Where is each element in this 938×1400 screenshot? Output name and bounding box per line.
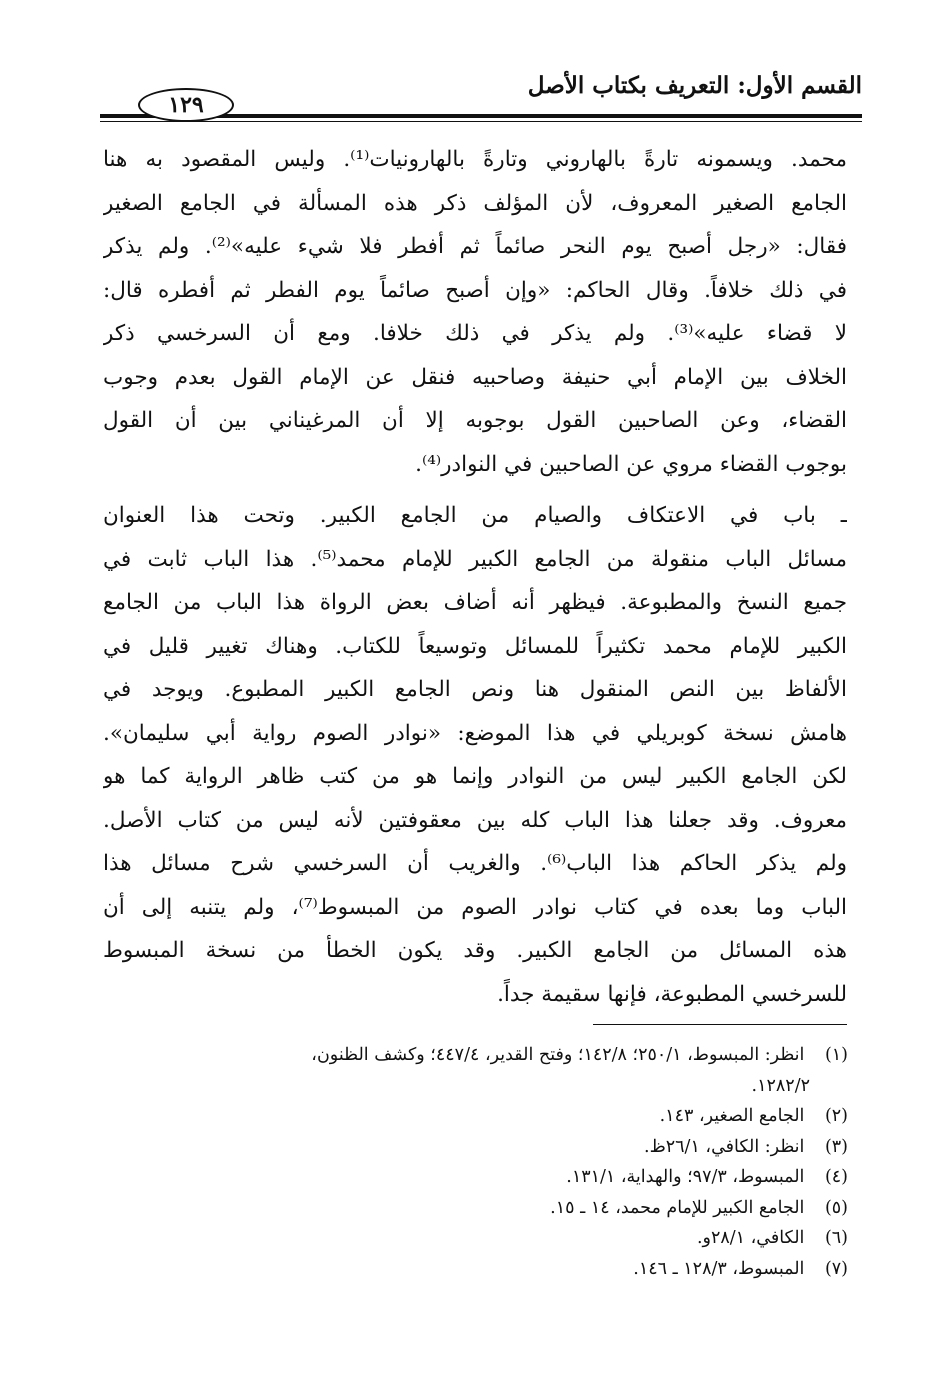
running-title: القسم الأول: التعريف بكتاب الأصل xyxy=(527,72,862,99)
text-line: الألفاظ بين النص المنقول هنا ونص الجامع الكبير المطبوع. ويوجد في xyxy=(103,677,847,702)
footnote-4 xyxy=(100,1162,848,1193)
header-rule-thin xyxy=(100,121,862,122)
footnote-number: (٤) xyxy=(824,1167,848,1187)
text-line: بوجوب القضاء مروي عن الصاحبين في النوادر⁽⁴⁾. xyxy=(415,451,847,477)
text-line: الكبير للإمام محمد تكثيراً للمسائل وتوسيعاً للكتاب. وهناك تغيير قليل في xyxy=(103,633,847,659)
footnote-6 xyxy=(100,1223,848,1254)
text-line: في ذلك خلافاً. وقال الحاكم: «وإن أصبح صائماً يوم الفطر ثم أفطره قال: xyxy=(103,277,847,303)
footnote-number: (١) xyxy=(824,1045,848,1065)
footnote-text: الجامع الصغير، ١٤٣. xyxy=(659,1106,805,1126)
footnote-1-continued xyxy=(100,1071,848,1102)
text-line: الجامع الصغير المعروف، لأن المؤلف ذكر هذه المسألة في الجامع الصغير xyxy=(103,190,847,216)
footnote-text: الكافي، ٢٨/١و. xyxy=(696,1228,805,1248)
text-line: للسرخسي المطبوعة، فإنها سقيمة جداً. xyxy=(497,981,847,1007)
text-line: ولم يذكر الحاكم هذا الباب⁽⁶⁾. والغريب أن السرخسي شرح مسائل هذا xyxy=(103,851,847,876)
text-line: هامش نسخة كوبريلي في هذا الموضع: «نوادر الصوم رواية أبي سليمان». xyxy=(103,720,847,746)
text-line: معروف. وقد جعلنا هذا الباب كله بين معقوفتين لأنه ليس من كتاب الأصل. xyxy=(103,807,847,833)
text-line: ـ باب في الاعتكاف والصيام من الجامع الكبير. وتحت هذا العنوان xyxy=(103,503,847,528)
footnote-7 xyxy=(100,1254,848,1285)
paragraph-gap xyxy=(103,486,847,494)
footnote-number: (٢) xyxy=(824,1106,848,1126)
footnote-text: الجامع الكبير للإمام محمد، ١٤ ـ ١٥. xyxy=(550,1197,805,1218)
footnote-1 xyxy=(100,1040,848,1071)
page-number: ١٢٩ xyxy=(168,92,204,118)
footnote-text: المبسوط، ٩٧/٣؛ والهداية، ١٣١/١. xyxy=(566,1167,805,1187)
text-line: الخلاف بين الإمام أبي حنيفة وصاحبيه فنقل عن الإمام القول بعدم وجوب xyxy=(103,364,847,390)
main-text xyxy=(103,138,847,1016)
text-line: مسائل الباب منقولة من الجامع الكبير للإمام محمد⁽⁵⁾. هذا الباب ثابت في xyxy=(103,546,847,572)
footnote-2 xyxy=(100,1101,848,1132)
footnote-number: (٧) xyxy=(824,1258,848,1279)
footnote-text: ١٢٨٢/٢. xyxy=(751,1075,810,1096)
footnote-number: (٦) xyxy=(824,1228,848,1248)
footnote-separator xyxy=(593,1024,847,1025)
text-line: فقال: «رجل أصبح يوم النحر صائماً ثم أفطر فلا شيء عليه»⁽²⁾. ولم يذكر xyxy=(103,234,847,259)
text-line: لا قضاء عليه»⁽³⁾. ولم يذكر في ذلك خلافا. ومع أن السرخسي ذكر xyxy=(103,321,847,346)
footnote-5 xyxy=(100,1193,848,1224)
footnote-text: انظر: الكافي، ٢٦/١ظ. xyxy=(644,1136,805,1157)
text-line: الباب وما بعده في كتاب نوادر الصوم من المبسوط⁽⁷⁾، ولم يتنبه إلى أن xyxy=(103,894,847,920)
text-line: جميع النسخ والمطبوعة. فيظهر أنه أضاف بعض الرواة هذا الباب من الجامع xyxy=(103,590,847,615)
footnote-3 xyxy=(100,1132,848,1163)
text-line: هذه المسائل من الجامع الكبير. وقد يكون الخطأ من نسخة المبسوط xyxy=(103,938,847,963)
footnote-text: المبسوط، ١٢٨/٣ ـ ١٤٦. xyxy=(633,1258,805,1279)
text-line: محمد. ويسمونه تارةً بالهاروني وتارةً بالهارونيات⁽¹⁾. وليس المقصود به هنا xyxy=(103,147,847,172)
footnote-number: (٣) xyxy=(824,1136,848,1157)
footnote-number: (٥) xyxy=(824,1197,848,1218)
footnotes xyxy=(100,1040,848,1284)
text-line: لكن الجامع الكبير ليس من النوادر وإنما هو من كتب ظاهر الرواية كما هو xyxy=(103,764,847,789)
text-line: القضاء، وعن الصاحبين القول بوجوبه إلا أن المرغيناني بين أن القول xyxy=(103,408,847,433)
footnote-text: انظر: المبسوط، ٢٥٠/١؛ ١٤٢/٨؛ وفتح القدير، ٤٤٧/٤؛ وكشف الظنون، xyxy=(311,1045,805,1065)
page-header xyxy=(100,60,862,130)
page-number-badge xyxy=(138,88,234,122)
